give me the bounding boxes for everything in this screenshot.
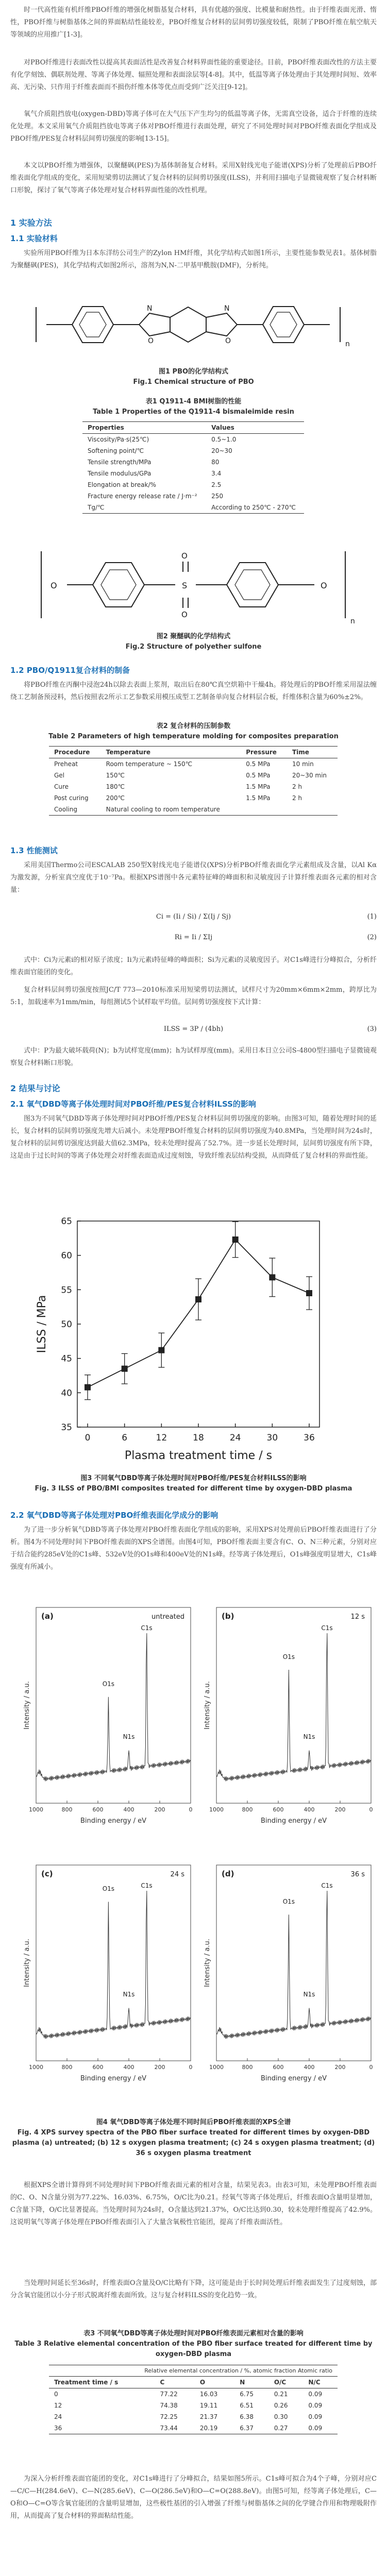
y-tick-label: 65 [61, 1216, 72, 1227]
x-axis-label: Binding energy / eV [260, 2075, 327, 2082]
table-cell: 19.11 [199, 2402, 218, 2409]
table-row [82, 434, 304, 446]
table-cell: 2.5 [211, 481, 222, 488]
svg-text:S: S [182, 581, 188, 590]
table-3-caption [10, 2329, 377, 2360]
plot-frame [77, 1221, 319, 1427]
figure-3-caption [10, 1473, 377, 1494]
table-1-header-cell: Values [211, 424, 234, 431]
x-tick-label: 800 [61, 1806, 73, 1813]
figure-4 [0, 1597, 387, 2112]
table-cell: 180℃ [106, 783, 125, 790]
data-point [122, 1366, 128, 1372]
x-tick-label: 1000 [29, 1806, 43, 1813]
intro-paragraph-4: 本文以PBO纤维为增强体，以聚醚砜(PES)为基体制备复合材料。采用X射线光电子能谱(XPS)分析了处理前后PBO纤维表面化学组成的变化，采用短梁剪切法测试了复合材料的层间剪切强度(ILSS)，并利用扫描电子显微镜观察了复合材料断口形貌，探讨了氧气等离子体处理对复合材料界面性能的改性机理。 [10, 162, 377, 194]
table-cell: 6.37 [240, 2425, 254, 2432]
table-2-caption-cn: 表2 复合材料的压制参数 [156, 722, 231, 730]
svg-text:N: N [147, 304, 153, 313]
table-cell: Post curing [54, 794, 89, 802]
x-axis-label: Binding energy / eV [80, 1817, 147, 1825]
table-cell: Elongation at break/% [88, 481, 156, 488]
figure-1 [0, 289, 387, 366]
intro-paragraph-2: 对PBO纤维进行表面改性以提高其表面活性是改善复合材料界面性能的重要途径。目前，PBO纤维表面改性的方法主要有化学刻蚀、偶联剂处理、等离子体处理、辐照处理和表面涂层等[4-8]。其中，低温等离子体处理由于其处理时间短、效率高、无污染、只作用于纤维表面而不损伤纤维本体等优点而受到广泛关注[9-12]。 [10, 59, 377, 91]
x-tick-label: 400 [304, 2064, 315, 2071]
table-cell: 1.5 MPa [246, 783, 271, 790]
table-2 [49, 746, 338, 816]
table-2-grid [49, 746, 338, 816]
table-cell: 10 min [292, 760, 314, 768]
x-tick-label: 0 [189, 2064, 193, 2071]
equation-1-number: (1) [367, 913, 377, 921]
panel-title: 12 s [350, 1613, 365, 1621]
table-3 [49, 2365, 338, 2434]
table-row [49, 770, 338, 781]
table-cell: 0.27 [274, 2425, 288, 2432]
peak-label: N1s [303, 1733, 315, 1740]
data-point [232, 1236, 239, 1243]
peak-label: C1s [141, 1882, 153, 1889]
panel-frame [216, 1865, 371, 2061]
table-1-header-cell: Properties [88, 424, 124, 431]
table-cell: 74.38 [160, 2402, 178, 2409]
table-cell: 73.44 [160, 2425, 178, 2432]
section-1-3-paragraph-1: 采用美国Thermo公司ESCALAB 250型X射线光电子能谱仪(XPS)分析PBO纤维表面化学元素组成及含量，以Al Kα为激发源，分析室真空度优于10⁻⁷Pa。根据XPS谱图中各元素特征峰的峰面积和灵敏度因子计算纤维表面各元素的相对含量： [10, 861, 377, 894]
table-cell: 6.51 [240, 2402, 254, 2409]
x-tick-label: 600 [273, 2064, 284, 2071]
intro-paragraph-1: 时一代高性能有机纤维PBO纤维的增强化树脂基复合材料，具有优越的强度、比模量和耐热性。由于纤维表面光滑、惰性，PBO纤维与树脂基体之间的界面粘结性能较差，PBO纤维复合材料的层间剪切强度较低，限制了PBO纤维在航空航天等领域的应用推广[1-3]。 [10, 6, 377, 39]
section-2-2-paragraph-3: 当处理时间延长至36s时，纤维表面O含量及O/C比略有下降，这可能是由于长时间处理后纤维表面发生了过度刻蚀，部分含氧官能团以小分子形式脱离纤维表面所致。这与复合材料ILSS的变化趋势一致。 [10, 2279, 377, 2299]
data-point [158, 1347, 164, 1353]
peak-label: C1s [321, 1624, 333, 1632]
data-point [85, 1384, 91, 1391]
svg-text:O: O [321, 581, 327, 590]
table-3-header-cell: O/C [274, 2379, 287, 2386]
table-cell: 2 h [292, 783, 302, 790]
table-2-header-cell: Temperature [106, 749, 150, 756]
table-row [49, 804, 338, 816]
table-cell: 0.21 [274, 2391, 288, 2398]
peak-label: O1s [282, 1653, 295, 1660]
y-tick-label: 45 [61, 1353, 72, 1364]
figure-4-caption [10, 2117, 377, 2159]
svg-text:n: n [345, 340, 350, 348]
section-2-2-paragraph-2: 根据XPS全谱计算得到不同处理时间下PBO纤维表面元素的相对含量，结果见表3。由表3可知，未处理PBO纤维表面的C、O、N含量分别为77.22%、16.03%、6.75%，O/C比为0.21。经氧气等离子体处理后，纤维表面O含量明显增加，C含量下降，O/C比显著提高。当处理时间为24s时，O含量达到21.37%，O/C比达到0.30，较未处理纤维提高了42.9%。这说明氧气等离子体处理在PBO纤维表面引入了大量含氧极性官能团，提高了纤维表面活性。 [10, 2181, 377, 2226]
x-tick-label: 400 [123, 1806, 134, 1813]
figure-1-caption [10, 367, 377, 387]
table-cell: 6.38 [240, 2413, 254, 2420]
section-2-2-paragraph: 为了进一步分析氧气DBD等离子体处理对PBO纤维表面化学组成的影响，采用XPS对处理前后PBO纤维表面进行了分析。图4为不同处理时间下PBO纤维表面的XPS全谱图。由图4可知，PBO纤维表面主要含有C、O、N三种元素，分别对应于结合能约285eV处的C1s峰、532eV处的O1s峰和400eV处的N1s峰。经等离子体处理后，O1s峰强度明显增大，C1s峰强度有所减小。 [10, 1526, 377, 1571]
table-cell: 0.30 [274, 2413, 288, 2420]
table-cell: Cooling [54, 806, 77, 813]
table-row [49, 2388, 338, 2400]
panel-label: (d) [222, 1869, 234, 1878]
x-tick-label: 36 [304, 1433, 315, 1443]
peak-label: N1s [123, 1733, 135, 1740]
x-axis-label: Binding energy / eV [260, 1817, 327, 1825]
xps-survey-spectra [0, 1597, 387, 2112]
table-row [49, 2400, 338, 2411]
figure-1-caption-en: Fig.1 Chemical structure of PBO [133, 378, 254, 386]
section-1-title: 1 实验方法 [10, 218, 52, 228]
data-point [195, 1296, 201, 1302]
figure-2-caption [10, 632, 377, 652]
table-cell: Tg/℃ [88, 504, 105, 511]
table-row [49, 792, 338, 804]
figure-4-caption-en: Fig. 4 XPS survey spectra of the PBO fiber surface treated for different times by oxygen-DBD plasma (a) untreated; (b) 12 s oxygen plasma treatment; (c) 24 s oxygen plasma treatment; (d) 36 s oxygen plasma treatment [12, 2129, 375, 2157]
svg-text:O: O [181, 551, 188, 561]
x-tick-label: 800 [242, 2064, 253, 2071]
table-1-caption-en: Table 1 Properties of the Q1911-4 bismaleimide resin [93, 408, 294, 416]
xps-survey-panel [204, 1607, 373, 1825]
x-tick-label: 400 [304, 1806, 315, 1813]
table-cell [287, 804, 338, 816]
table-cell [241, 804, 287, 816]
peak-label: N1s [303, 1990, 315, 1998]
table-3-grid [49, 2376, 338, 2434]
equation-3: ILSS = 3P / (4bh) [163, 1025, 224, 1033]
table-row [82, 445, 304, 456]
panel-label: (b) [222, 1612, 234, 1621]
table-cell: 20.19 [199, 2425, 218, 2432]
x-tick-label: 0 [369, 2064, 373, 2071]
y-tick-label: 35 [61, 1422, 72, 1433]
table-2-caption [10, 721, 377, 742]
x-tick-label: 600 [273, 1806, 284, 1813]
table-cell: 1.5 MPa [246, 794, 271, 802]
table-cell: 77.22 [160, 2391, 178, 2398]
svg-text:n: n [350, 617, 355, 625]
table-row [49, 2422, 338, 2434]
panel-title: untreated [152, 1613, 184, 1621]
x-tick-label: 12 [156, 1433, 167, 1443]
table-cell: 200℃ [106, 794, 125, 802]
table-cell: 150℃ [106, 772, 125, 779]
x-tick-label: 200 [154, 2064, 165, 2071]
table-3-header-cell: Treatment time / s [54, 2379, 119, 2386]
figure-2-caption-cn: 图2 聚醚砜的化学结构式 [156, 633, 231, 640]
x-tick-label: 200 [334, 2064, 346, 2071]
x-tick-label: 1000 [29, 2064, 43, 2071]
table-row [49, 2411, 338, 2422]
table-row [49, 781, 338, 792]
table-cell: Natural cooling to room temperature [106, 806, 220, 813]
table-cell: Room temperature ~ 150℃ [106, 760, 193, 768]
table-1-grid [82, 421, 304, 514]
table-3-caption-en: Table 3 Relative elemental concentration of the PBO fiber surface treated for different time by oxygen-DBD plasma [14, 2340, 373, 2358]
table-cell: Cure [54, 783, 69, 790]
table-cell: Gel [54, 772, 65, 779]
x-tick-label: 1000 [209, 1806, 224, 1813]
x-tick-label: 24 [229, 1433, 241, 1443]
table-cell: 36 [54, 2425, 62, 2432]
svg-text:O: O [225, 337, 231, 345]
table-row [82, 468, 304, 479]
table-2-caption-en: Table 2 Parameters of high temperature molding for composites preparation [48, 733, 339, 740]
table-cell: 80 [211, 459, 220, 466]
table-3-header-cell: N/C [308, 2379, 321, 2386]
table-cell: According to 250℃ - 270℃ [211, 504, 296, 511]
pbo-structure-drawing [0, 289, 387, 366]
table-3-header-cell: C [160, 2379, 165, 2386]
table-row [49, 758, 338, 770]
peak-label: C1s [141, 1624, 153, 1632]
x-tick-label: 400 [123, 2064, 134, 2071]
svg-text:O: O [148, 337, 154, 345]
table-2-header-cell: Procedure [54, 749, 90, 756]
table-cell: 0.5 MPa [246, 760, 271, 768]
xps-survey-panel [23, 1865, 193, 2082]
y-axis-label: Intensity / a.u. [23, 1939, 31, 1987]
x-axis-label: Plasma treatment time / s [124, 1449, 273, 1462]
table-cell: Softening point/℃ [88, 447, 144, 454]
table-cell: Tensile modulus/GPa [88, 470, 152, 477]
table-2-header-cell: Time [292, 749, 309, 756]
y-axis-label: Intensity / a.u. [23, 1681, 31, 1730]
table-cell: 2 h [292, 794, 302, 802]
table-cell: 3.4 [211, 470, 222, 477]
table-row [82, 456, 304, 468]
peak-label: O1s [282, 1898, 295, 1905]
table-cell: 16.03 [199, 2391, 218, 2398]
y-tick-label: 60 [61, 1250, 72, 1261]
x-tick-label: 30 [266, 1433, 278, 1443]
section-1-3-paragraph-3: 复合材料层间剪切强度按照JC/T 773—2010标准采用短梁剪切法测试，试样尺寸为20mm×6mm×2mm，跨厚比为5:1，加载速率为1mm/min，每组测试5个试样取平均值。层间剪切强度按下式计算： [10, 986, 377, 1006]
x-tick-label: 1000 [209, 2064, 224, 2071]
table-row [82, 479, 304, 490]
figure-3-caption-en: Fig. 3 ILSS of PBO/BMI composites treated for different time by oxygen-DBD plasma [35, 1485, 352, 1493]
table-3-header-cell: O [199, 2379, 206, 2386]
x-tick-label: 0 [189, 1806, 193, 1813]
table-cell: Tensile strength/MPa [88, 459, 152, 466]
table-3-header-cell: N [240, 2379, 245, 2386]
x-tick-label: 600 [92, 1806, 104, 1813]
panel-title: 36 s [350, 1871, 365, 1878]
y-tick-label: 40 [61, 1388, 72, 1399]
table-3-caption-cn: 表3 不同氧气DBD等离子体处理时间对PBO纤维表面元素相对含量的影响 [83, 2330, 304, 2337]
x-tick-label: 0 [85, 1433, 91, 1443]
section-1-1-title: 1.1 实验材料 [10, 234, 58, 243]
y-tick-label: 50 [61, 1319, 72, 1330]
x-tick-label: 800 [242, 1806, 253, 1813]
section-1-3-paragraph-2: 式中：Ci为元素i的相对原子浓度；Ii为元素i特征峰的峰面积；Si为元素i的灵敏度因子。对C1s峰进行分峰拟合，分析纤维表面官能团的变化。 [10, 956, 377, 976]
table-cell: Viscosity/Pa·s(25℃) [88, 436, 149, 443]
table-3-subheader: Relative elemental concentration / %, atomic fraction Atomic ratio [49, 2365, 338, 2376]
section-1-2-title: 1.2 PBO/Q1911复合材料的制备 [10, 666, 130, 675]
y-tick-label: 55 [61, 1285, 72, 1296]
equation-1: Ci = (Ii / Si) / Σ(Ij / Sj) [156, 913, 231, 921]
table-cell: Preheat [54, 760, 78, 768]
table-1-caption [10, 397, 377, 417]
xps-survey-panel [204, 1865, 373, 2082]
figure-3-caption-cn: 图3 不同氧气DBD等离子体处理时间对PBO纤维/PES复合材料ILSS的影响 [80, 1475, 307, 1482]
table-cell: 0.26 [274, 2402, 288, 2409]
table-cell: 20~30 min [292, 772, 327, 779]
table-cell: 250 [211, 493, 224, 500]
table-1 [82, 421, 304, 514]
panel-frame [36, 1865, 191, 2061]
peak-label: N1s [123, 1990, 135, 1998]
equation-2: Ri = Ii / ΣIj [174, 934, 213, 941]
figure-3 [0, 1206, 387, 1468]
table-cell: 21.37 [199, 2413, 218, 2420]
panel-frame [216, 1607, 371, 1803]
equation-2-number: (2) [367, 934, 377, 941]
equation-3-number: (3) [367, 1025, 377, 1033]
peak-label: O1s [102, 1680, 115, 1688]
figure-1-caption-cn: 图1 PBO的化学结构式 [158, 368, 229, 376]
table-cell: 0.09 [308, 2402, 323, 2409]
section-2-1-paragraph: 图3为不同氧气DBD等离子体处理时间对PBO纤维/PES复合材料层间剪切强度的影响。由图3可知，随着处理时间的延长，复合材料的层间剪切强度先增大后减小。未处理PBO纤维复合材料的层间剪切强度为40.8MPa，当处理时间为24s时，复合材料的层间剪切强度达到最大值62.3MPa，较未处理时提高了52.7%。进一步延长处理时间，层间剪切强度有所下降，这是由于过长时间的等离子体处理会对纤维表面造成过度刻蚀，导致纤维表层结构受损，从而降低了复合材料的界面性能。 [10, 1115, 377, 1160]
svg-text:O: O [181, 610, 188, 619]
table-cell: Fracture energy release rate / J·m⁻² [88, 493, 197, 500]
section-1-2-paragraph: 将PBO纤维在丙酮中浸泡24h以除去表面上浆剂，取出后在80℃真空烘箱中干燥4h。将处理后的PBO纤维采用湿法缠绕工艺制备预浸料，然后按照表2所示工艺参数采用模压成型工艺制备单向复合材料层合板，纤维体积含量为60%±2%。 [10, 681, 377, 701]
table-cell: 12 [54, 2402, 62, 2409]
figure-2 [0, 541, 387, 629]
figure-4-caption-cn: 图4 氧气DBD等离子体处理不同时间后PBO纤维表面的XPS全谱 [96, 2119, 291, 2126]
table-2-header-cell: Pressure [246, 749, 277, 756]
figure-2-caption-en: Fig.2 Structure of polyether sulfone [125, 643, 262, 651]
section-1-3-title: 1.3 性能测试 [10, 846, 58, 855]
section-1-1-paragraph: 实验所用PBO纤维为日本东洋纺公司生产的Zylon HM纤维，其化学结构式如图1所示，主要性能参数见表1。基体树脂为聚醚砜(PES)，其化学结构式如图2所示，溶剂为N,N-二甲基甲酰胺(DMF)，分析纯。 [10, 249, 377, 269]
svg-text:O: O [51, 581, 57, 590]
xps-survey-panel [23, 1607, 193, 1825]
x-tick-label: 6 [122, 1433, 128, 1443]
section-2-2-title: 2.2 氧气DBD等离子体处理对PBO纤维表面化学成分的影响 [10, 1511, 218, 1520]
svg-text:N: N [224, 304, 230, 313]
table-cell: 6.75 [240, 2391, 254, 2398]
panel-title: 24 s [170, 1871, 184, 1878]
x-tick-label: 18 [193, 1433, 204, 1443]
x-tick-label: 200 [334, 1806, 346, 1813]
x-tick-label: 600 [92, 2064, 104, 2071]
x-tick-label: 200 [154, 1806, 165, 1813]
data-point [306, 1290, 312, 1296]
table-cell: 72.25 [160, 2413, 178, 2420]
table-cell: 0 [54, 2391, 58, 2398]
table-1-header-row [82, 422, 304, 434]
table-cell: 0.5~1.0 [211, 436, 237, 443]
panel-label: (c) [41, 1869, 53, 1878]
x-tick-label: 800 [61, 2064, 73, 2071]
x-tick-label: 0 [369, 1806, 373, 1813]
section-1-3-paragraph-4: 式中：P为最大破坏载荷(N)；b为试样宽度(mm)；h为试样厚度(mm)。采用日本日立公司S-4800型扫描电子显微镜观察复合材料断口形貌。 [10, 1047, 377, 1067]
y-axis-label: ILSS / MPa [36, 1295, 48, 1353]
x-axis-label: Binding energy / eV [80, 2075, 147, 2082]
ilss-line-chart [0, 1206, 387, 1468]
table-3-header-row [49, 2377, 338, 2388]
table-cell: 20~30 [211, 447, 232, 454]
table-row [82, 502, 304, 514]
table-cell: 0.09 [308, 2413, 323, 2420]
table-2-header-row [49, 747, 338, 758]
table-row [82, 490, 304, 502]
data-point [269, 1274, 275, 1280]
peak-label: O1s [102, 1885, 115, 1893]
table-cell: 0.5 MPa [246, 772, 271, 779]
y-axis-label: Intensity / a.u. [204, 1939, 211, 1987]
table-cell: 24 [54, 2413, 62, 2420]
intro-paragraph-3: 氧气介质阻挡放电(oxygen-DBD)等离子体可在大气压下产生均匀的低温等离子体，无需真空设备，适合于纤维的连续化处理。本文采用氧气介质阻挡放电等离子体对PBO纤维进行表面处理，研究了不同处理时间对PBO纤维表面化学组成及PBO纤维/PES复合材料层间剪切强度的影响[13-15]。 [10, 110, 377, 143]
section-2-2-paragraph-4: 为深入分析纤维表面官能团的变化，对C1s峰进行了分峰拟合，结果如图5所示。C1s峰可拟合为4个子峰，分别对应C—C/C—H(284.6eV)、C—N(285.6eV)、C—O(286.5eV)和O—C=O(288.8eV)。由图5可知，经等离子体处理后，C—O和O—C=O等含氧官能团的含量明显增加，这些极性基团的引入增强了纤维与树脂基体之间的化学键合作用和物理吸附作用，从而提高了复合材料的界面粘结性能。 [10, 2475, 377, 2520]
table-1-caption-cn: 表1 Q1911-4 BMI树脂的性能 [145, 398, 242, 405]
panel-frame [36, 1607, 191, 1803]
pes-structure-drawing [0, 541, 387, 629]
table-cell: 0.09 [308, 2391, 323, 2398]
panel-label: (a) [41, 1612, 54, 1621]
peak-label: C1s [321, 1882, 333, 1889]
table-cell: 0.09 [308, 2425, 323, 2432]
section-2-1-title: 2.1 氧气DBD等离子体处理时间对PBO纤维/PES复合材料ILSS的影响 [10, 1099, 256, 1109]
y-axis-label: Intensity / a.u. [204, 1681, 211, 1730]
section-2-title: 2 结果与讨论 [10, 1083, 60, 1093]
